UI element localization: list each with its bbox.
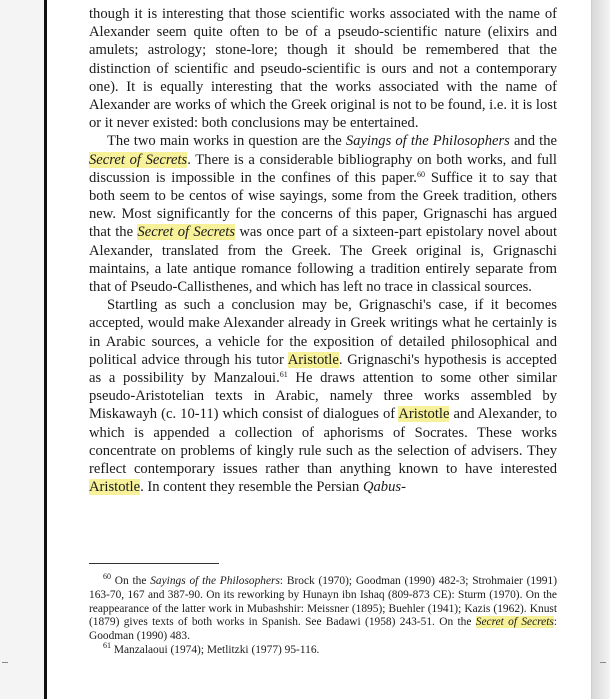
text-run: Manzalaoui (1974); Metlitzki (1977) 95-116. [111,643,320,656]
text-run: He draws attention to some other similar pseudo-Aristotelian texts in Arabic, namely three works assembled by Miskawayh (c. 10-11) which consist of dialogues of [89,370,557,423]
footnote-number: 61 [103,640,111,650]
title-sayings-of-the-philosophers: Sayings of the Philosophers [150,575,280,587]
title-qabus: Qabus- [362,479,406,496]
text-run: . There is a considerable bibliography on both works, and full discussion is impossible in the confines of this paper. [89,151,557,186]
text-run: : Goodman (1990) 483. [89,616,558,643]
text-run: . Grignaschi's hypothesis is accepted as a possibility by Manzaloui. [89,351,557,387]
paragraph-1 [89,5,557,132]
text-run: and the [509,133,557,150]
footnote-separator [89,563,219,564]
text-run: The two main works in question are the [107,133,346,150]
crop-mark [600,662,606,663]
footnotes [89,572,558,658]
document-page [44,0,592,699]
footnote-61 [89,640,557,658]
text-run: : Brock (1970); Goodman (1990) 482-3; Strohmaier (1991) 163-70, 167 and 387-90. On its reworking by Hunayn ibn Ishaq (809-873 CE): Sturm (1970). On the reappearance of the latter work in Mubashshir: Meissner (1895); Buehler (1941); Kazis (1962). Knust (1879) gives texts of both works in Spanish. See Badawi (1958) 243-51. On the [89,575,557,629]
highlight-aristotle: Aristotle [398,406,450,423]
highlight-aristotle: Aristotle [287,351,339,368]
text-run: Startling as such a conclusion may be, Grignaschi's case, if it becomes accepted, would make Alexander already in Greek writings what he certainly is in Arabic sources, a vehicle for the exposition of detailed philosophical and political advice through his tutor [89,297,557,368]
text-run: and Alexander, to which is appended a collection of aphorisms of Socrates. These works concentrate on problems of kingly rule such as the selection of advisers. They reflect contemporary issues rather than anything known to have interested [89,406,557,478]
paragraph-1-text: though it is interesting that those scientific works associated with the name of Alexander seem quite often to be of a pseudo-scientific nature (elixirs and amulets; astrology; stone-lore; though it should be remembered that the distinction of scientific and pseudo-scientific is ours and not a contemporary one). It is equally interesting that the works associated with the name of Alexander are works of which the Greek original is not to be found, i.e. it is lost or it never existed: both conclusions may be entertained. [89,6,557,132]
footnote-number: 60 [103,572,111,581]
footnote-ref-61[interactable]: 61 [279,370,288,380]
paragraph-3 [89,296,557,496]
text-run: Suffice it to say that both seem to be centos of wise sayings, some from the Greek tradition, others new. Most significantly for the concerns of this paper, Grignaschi has argued that the [89,169,558,241]
highlight-secret-of-secrets: Secret of Secrets [137,224,235,241]
text-run: . In content they resemble the Persian [140,479,363,496]
highlight-secret-of-secrets: Secret of Secrets [475,616,554,629]
footnote-ref-60[interactable]: 60 [416,169,425,179]
text-run: was once part of a sixteen-part epistolary novel about Alexander, translated from the Greek. The Greek original is, Grignaschi maintains, a late antique romance following a tradition entirely separate from that of Pseudo-Callisthenes, and which has left no trace in classical sources. [89,224,557,296]
footnote-60 [89,572,558,644]
text-run: On the [111,575,151,587]
highlight-aristotle: Aristotle [89,479,141,496]
crop-mark [2,662,8,663]
title-sayings-of-the-philosophers: Sayings of the Philosophers [345,133,510,150]
page-shadow [592,0,610,699]
body-text [89,5,557,496]
paragraph-2 [89,132,557,296]
highlight-secret-of-secrets: Secret of Secrets [89,151,188,168]
